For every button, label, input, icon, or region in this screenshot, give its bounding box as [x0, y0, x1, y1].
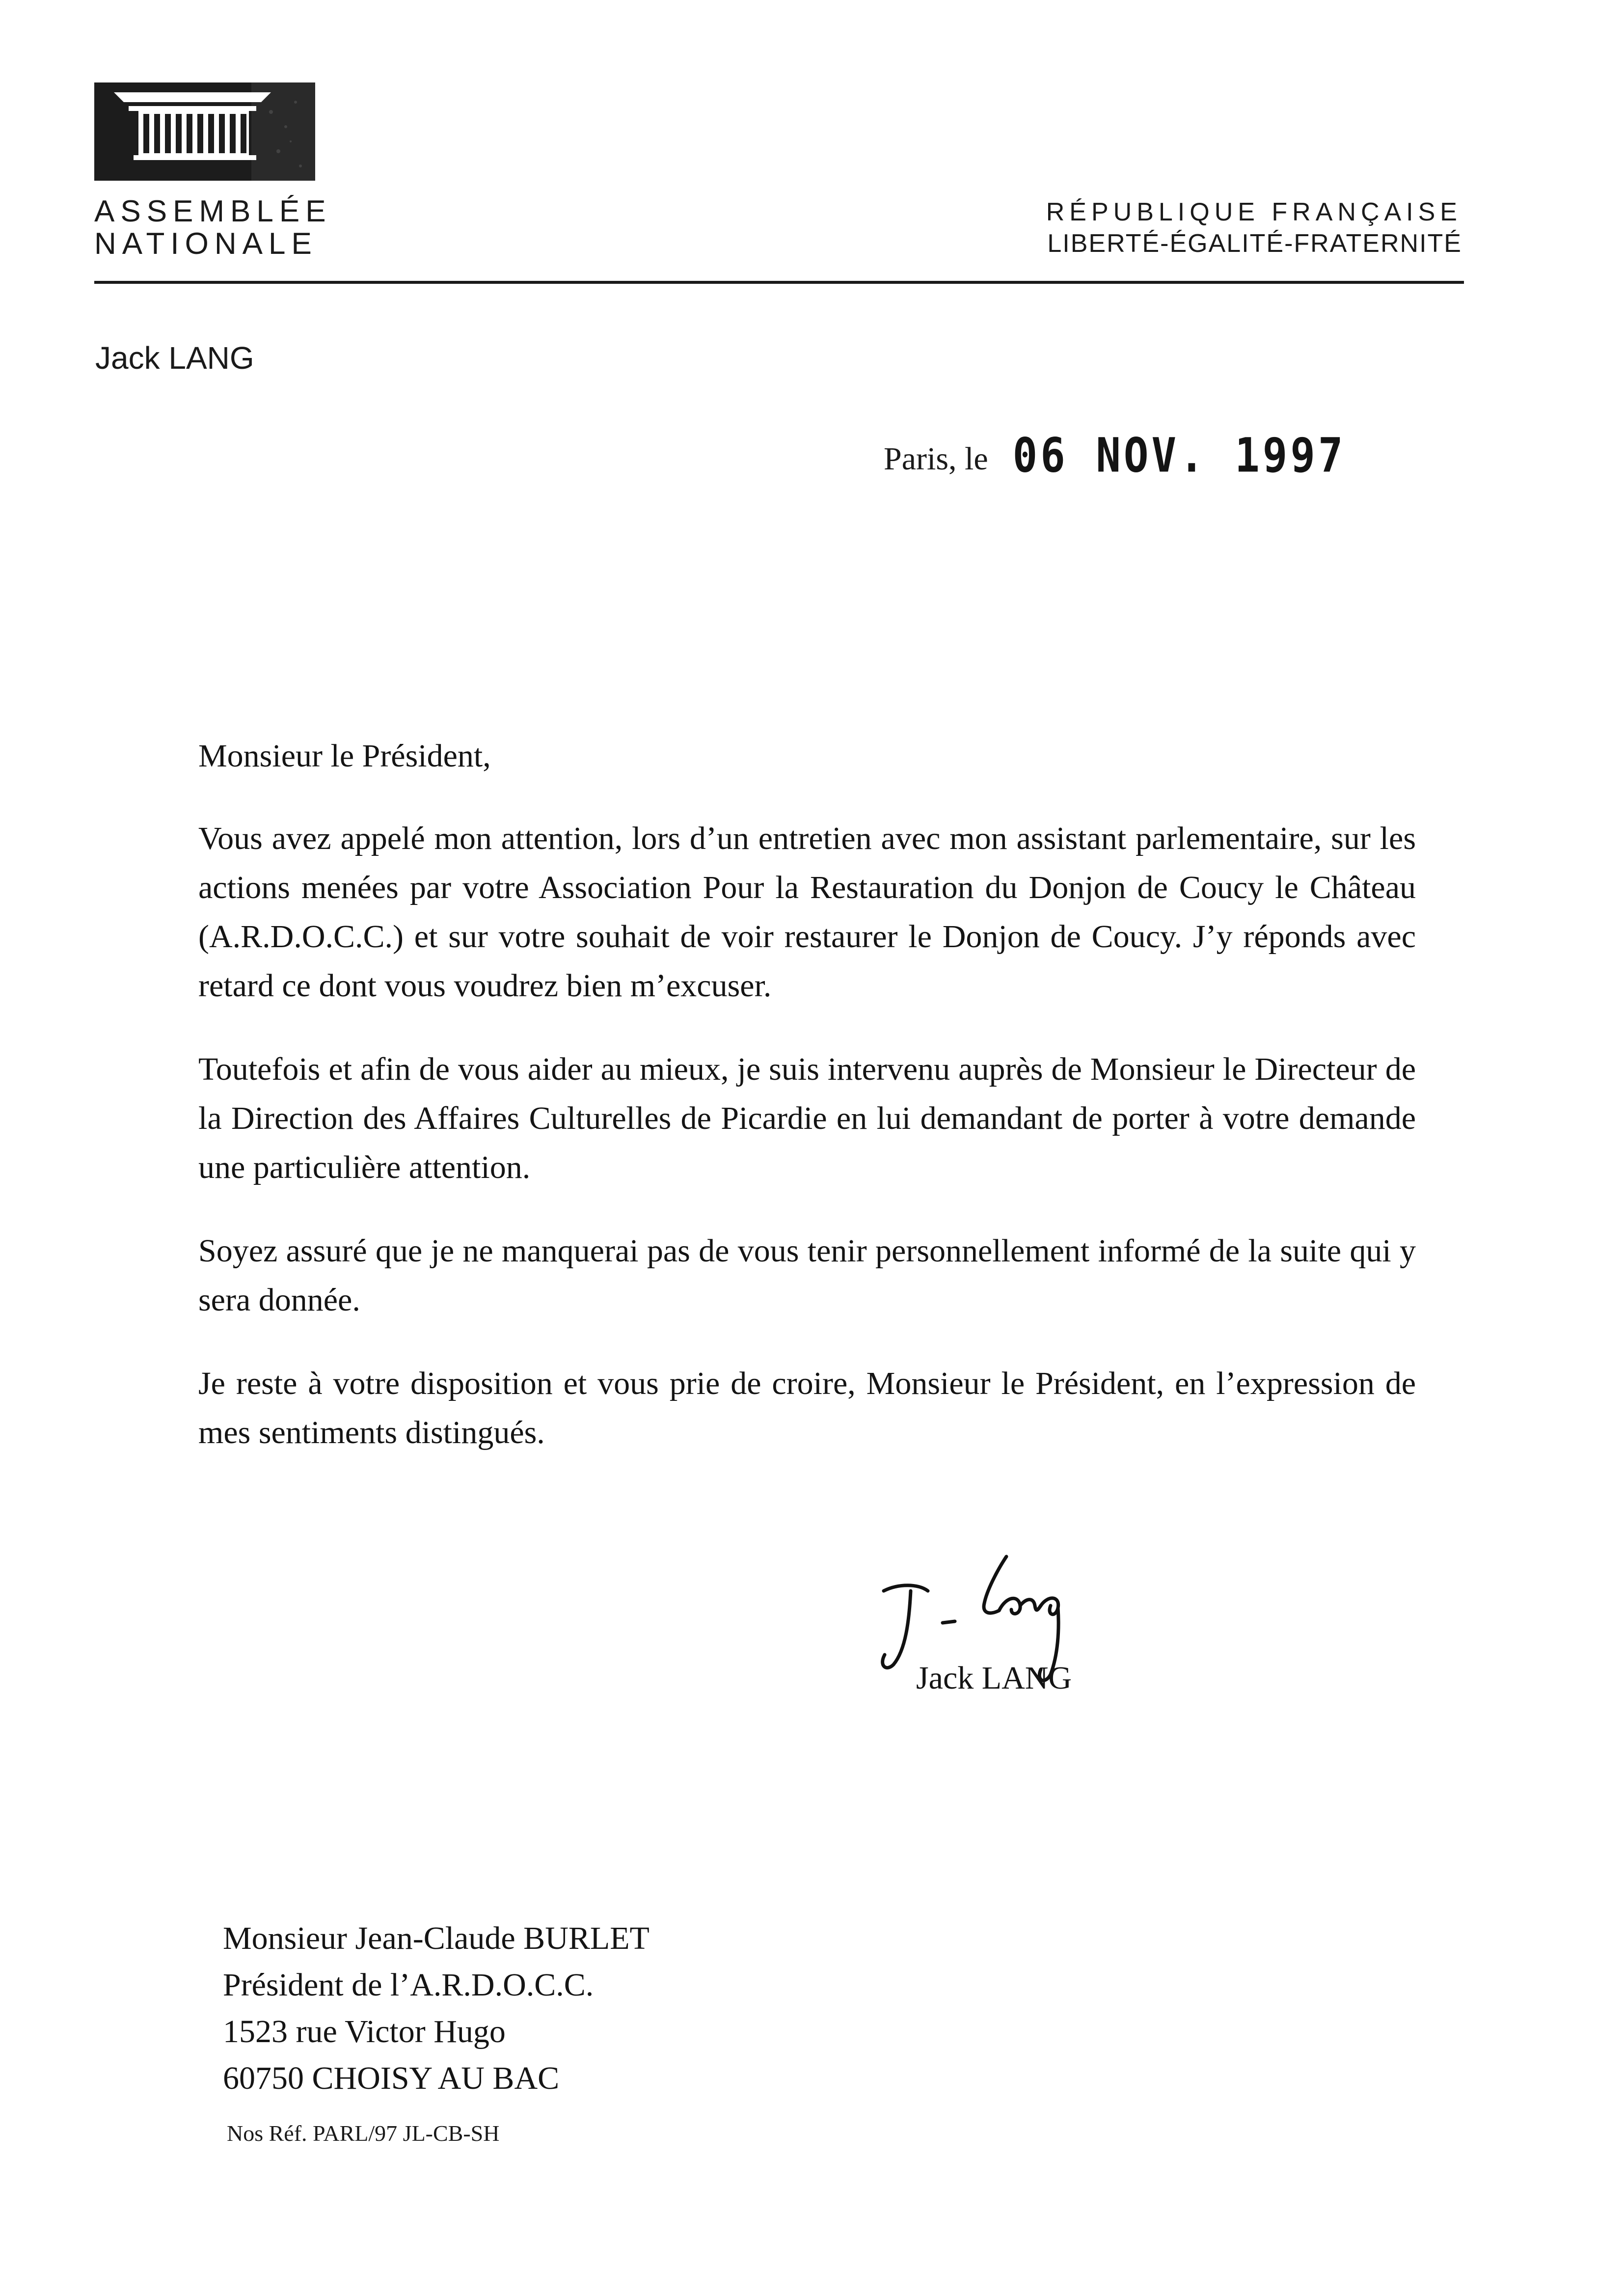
date-stamp: 06 NOV. 1997 — [1012, 427, 1346, 483]
assemblee-nationale-building-icon — [94, 82, 315, 181]
recipient-line: 60750 CHOISY AU BAC — [223, 2060, 560, 2096]
paragraph: Soyez assuré que je ne manquerai pas de vous tenir personnellement informé de la suite qui y sera donnée. — [198, 1233, 1416, 1318]
recipient-line: Monsieur Jean-Claude BURLET — [223, 1920, 650, 1956]
recipient-line: 1523 rue Victor Hugo — [223, 2014, 506, 2050]
paragraph: Je reste à votre disposition et vous prie de croire, Monsieur le Président, en l’expression de mes sentiments distingués. — [198, 1366, 1416, 1450]
letter-body — [198, 732, 1416, 1492]
header-divider — [94, 281, 1464, 284]
republic-motto: LIBERTÉ-ÉGALITÉ-FRATERNITÉ — [1047, 229, 1462, 258]
salutation: Monsieur le Président, — [198, 738, 491, 774]
republic-title: RÉPUBLIQUE FRANÇAISE — [1046, 198, 1462, 226]
signatory-name: Jack LANG — [916, 1660, 1072, 1696]
institution-name-line1: ASSEMBLÉE — [94, 194, 332, 228]
sender-name: Jack LANG — [95, 340, 254, 376]
date-prefix: Paris, le — [884, 441, 988, 477]
paragraph: Toutefois et afin de vous aider au mieux, je suis intervenu auprès de Monsieur le Directeur de la Direction des Affaires Culturelles de Picardie en lui demandant de porter à votre demande une particulière attention. — [198, 1051, 1416, 1185]
paragraph: Vous avez appelé mon attention, lors d’un entretien avec mon assistant parlementaire, sur les actions menées par votre Association Pour la Restauration du Donjon de Coucy le Château (A.R.D.O.C.C.) et sur votre souhait de voir restaurer le Donjon de Coucy. J’y réponds avec retard ce dont vous voudrez bien m’excuser. — [198, 820, 1416, 1004]
date-line — [884, 427, 1346, 483]
recipient-line: Président de l’A.R.D.O.C.C. — [223, 1967, 594, 2003]
reference-code: Nos Réf. PARL/97 JL-CB-SH — [227, 2121, 500, 2146]
recipient-address — [223, 1915, 650, 2102]
institution-name-line2: NATIONALE — [94, 227, 318, 261]
